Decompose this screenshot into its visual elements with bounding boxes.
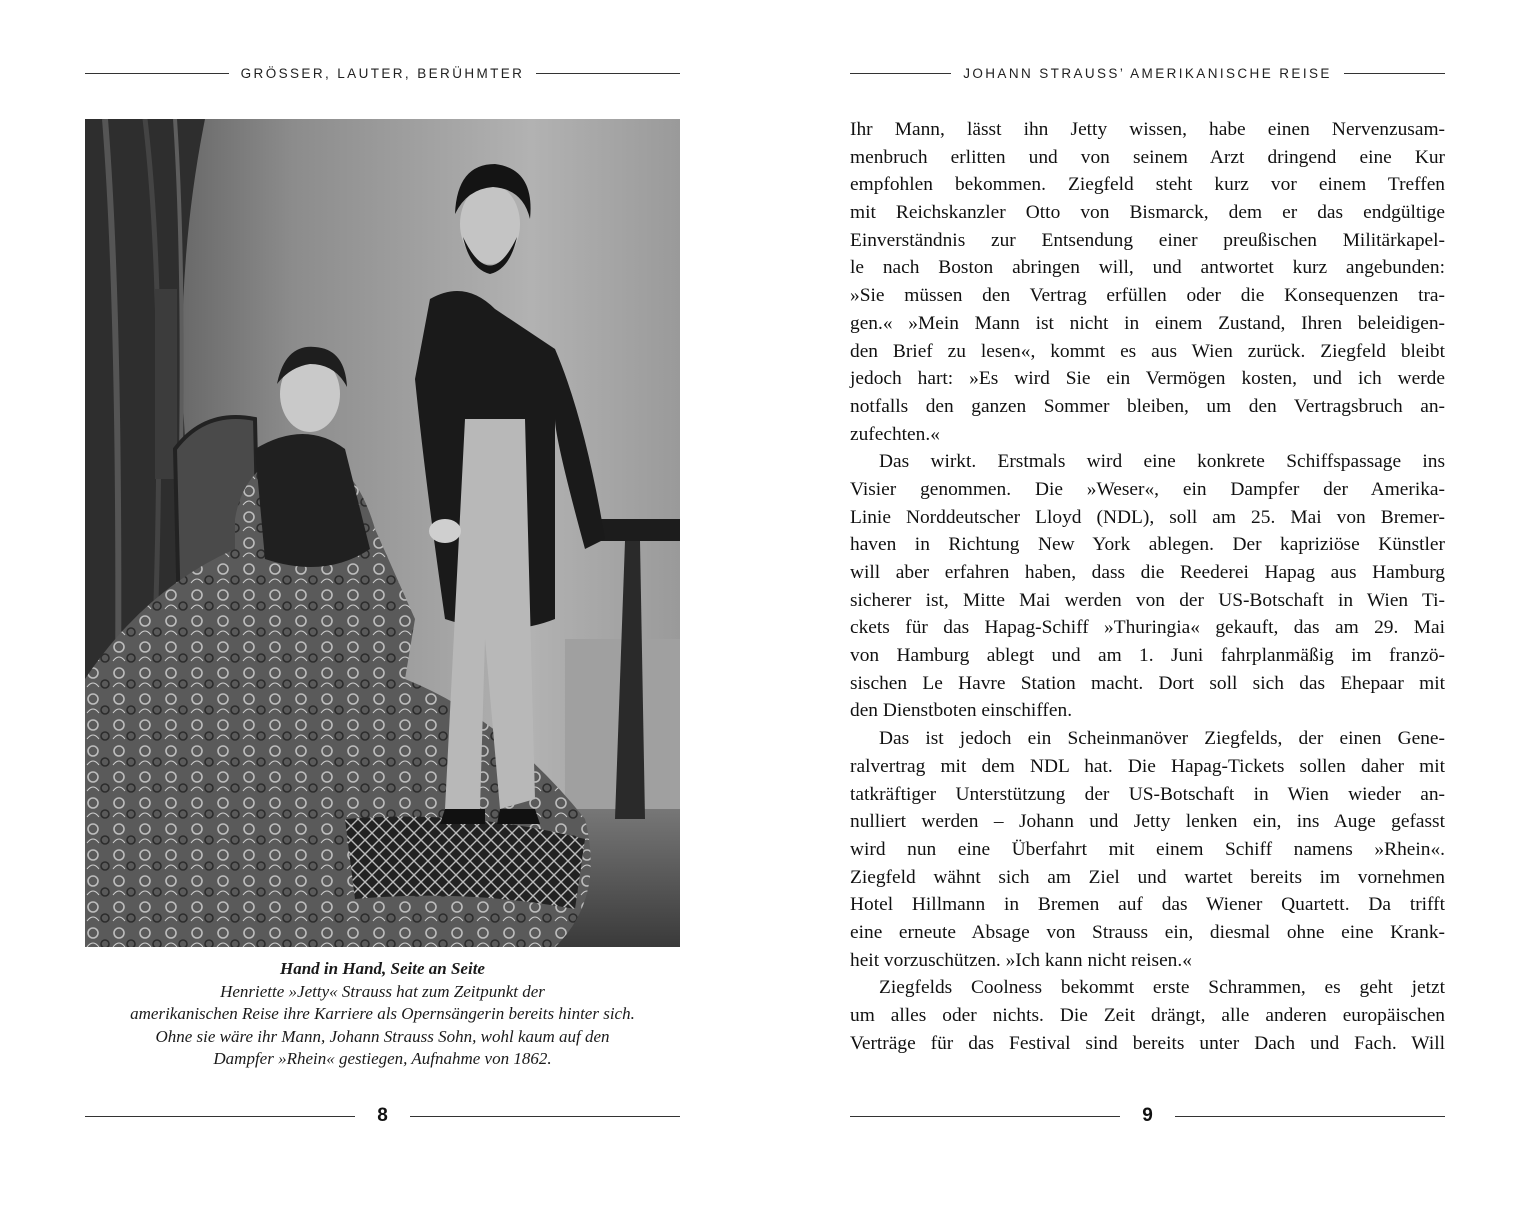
text-line: Ziegfelds Coolness bekommt erste Schrammen, es geht jetzt (879, 977, 1445, 999)
text-line: menbruch erlitten und von seinem Arzt dringend eine Kur (850, 146, 1445, 168)
historic-photograph (85, 119, 680, 947)
text-line: empfohlen bekommen. Ziegfeld steht kurz vor einem Treffen (850, 174, 1445, 196)
photo-illustration (85, 119, 680, 947)
text-line: um alles oder nichts. Die Zeit drängt, alle anderen europäischen (850, 1005, 1445, 1026)
caption-title: Hand in Hand, Seite an Seite (280, 959, 485, 978)
left-running-head (85, 62, 680, 84)
text-line: le nach Boston abringen will, und antwortet kurz angebunden: (850, 257, 1445, 279)
text-line: sicherer ist, Mitte Mai werden von der US-Botschaft in Wien Ti- (850, 589, 1445, 611)
text-line: den Brief zu lesen«, kommt es aus Wien zurück. Ziegfeld bleibt (850, 340, 1445, 362)
text-line: zufechten.« (850, 423, 940, 445)
footer-rule (85, 1116, 355, 1117)
text-line: ralvertrag mit dem NDL hat. Die Hapag-Tickets sollen daher mit (850, 755, 1445, 777)
body-text (850, 116, 1445, 1057)
text-line: Verträge für das Festival sind bereits unter Dach und Fach. Will (850, 1032, 1445, 1054)
photo-caption (85, 958, 680, 1071)
text-line: Linie Norddeutscher Lloyd (NDL), soll am 25. Mai von Bremer- (850, 506, 1445, 528)
text-line: Visier genommen. Die »Weser«, ein Dampfer der Amerika- (850, 478, 1445, 500)
header-rule (850, 73, 951, 74)
footer-rule (850, 1116, 1120, 1117)
text-line: notfalls den ganzen Sommer bleiben, um den Vertragsbruch an- (850, 395, 1445, 417)
text-line: mit Reichskanzler Otto von Bismarck, dem er das endgültige (850, 202, 1445, 224)
text-line: Einverständnis zur Entsendung einer preußischen Militärkapel- (850, 229, 1445, 251)
text-line: nulliert werden – Johann und Jetty lenken ein, ins Auge gefasst (850, 811, 1445, 833)
text-line: Ziegfeld wähnt sich am Ziel und wartet bereits im vornehmen (850, 866, 1445, 888)
text-line: haven in Richtung New York ablegen. Der kapriziöse Künstler (850, 534, 1445, 556)
text-line: wird nun eine Überfahrt mit einem Schiff namens »Rhein«. (850, 838, 1445, 860)
text-line: Das ist jedoch ein Scheinmanöver Ziegfelds, der einen Gene- (879, 728, 1445, 750)
caption-line: amerikanischen Reise ihre Karriere als Opernsängerin bereits hinter sich. (130, 1004, 635, 1023)
header-rule (85, 73, 229, 74)
running-head-title: GRÖSSER, LAUTER, BERÜHMTER (240, 65, 525, 81)
page-number: 8 (377, 1105, 388, 1126)
header-rule (1344, 73, 1445, 74)
text-line: will aber erfahren haben, dass die Reederei Hapag aus Hamburg (850, 562, 1445, 583)
text-line: Ihr Mann, lässt ihn Jetty wissen, habe einen Nervenzusam- (850, 119, 1445, 140)
right-page (765, 0, 1530, 1218)
caption-line: Henriette »Jetty« Strauss hat zum Zeitpunkt der (220, 981, 545, 1001)
text-line: gen.« »Mein Mann ist nicht in einem Zustand, Ihren beleidigen- (850, 312, 1445, 334)
text-line: Hotel Hillmann in Bremen auf das Wiener Quartett. Da trifft (850, 894, 1445, 916)
footer-rule (1175, 1116, 1445, 1117)
footer-rule (410, 1116, 680, 1117)
text-line: heit vorzuschützen. »Ich kann nicht reisen.« (850, 949, 1192, 971)
left-folio (85, 1103, 680, 1129)
caption-line: Dampfer »Rhein« gestiegen, Aufnahme von 1862. (213, 1049, 552, 1068)
caption-line: Ohne sie wäre ihr Mann, Johann Strauss Sohn, wohl kaum auf den (155, 1026, 610, 1046)
text-line: Das wirkt. Erstmals wird eine konkrete Schiffspassage ins (879, 451, 1445, 473)
text-line: sischen Le Havre Station macht. Dort soll sich das Ehepaar mit (850, 672, 1445, 694)
header-rule (536, 73, 680, 74)
text-line: tatkräftiger Unterstützung der US-Botschaft in Wien wieder an- (850, 783, 1445, 805)
text-line: jedoch hart: »Es wird Sie ein Vermögen kosten, und ich werde (850, 368, 1445, 390)
page-number: 9 (1142, 1105, 1153, 1126)
text-line: »Sie müssen den Vertrag erfüllen oder die Konsequenzen tra- (850, 285, 1445, 307)
running-head-title: JOHANN STRAUSS’ AMERIKANISCHE REISE (963, 65, 1332, 81)
text-line: ckets für das Hapag-Schiff »Thuringia« gekauft, das am 29. Mai (850, 617, 1445, 639)
text-line: eine erneute Absage von Strauss ein, diesmal ohne eine Krank- (850, 921, 1445, 943)
right-folio (850, 1103, 1445, 1129)
text-line: von Hamburg ablegt und am 1. Juni fahrplanmäßig im franzö- (850, 645, 1445, 667)
text-line: den Dienstboten einschiffen. (850, 700, 1073, 722)
right-running-head (850, 62, 1445, 84)
